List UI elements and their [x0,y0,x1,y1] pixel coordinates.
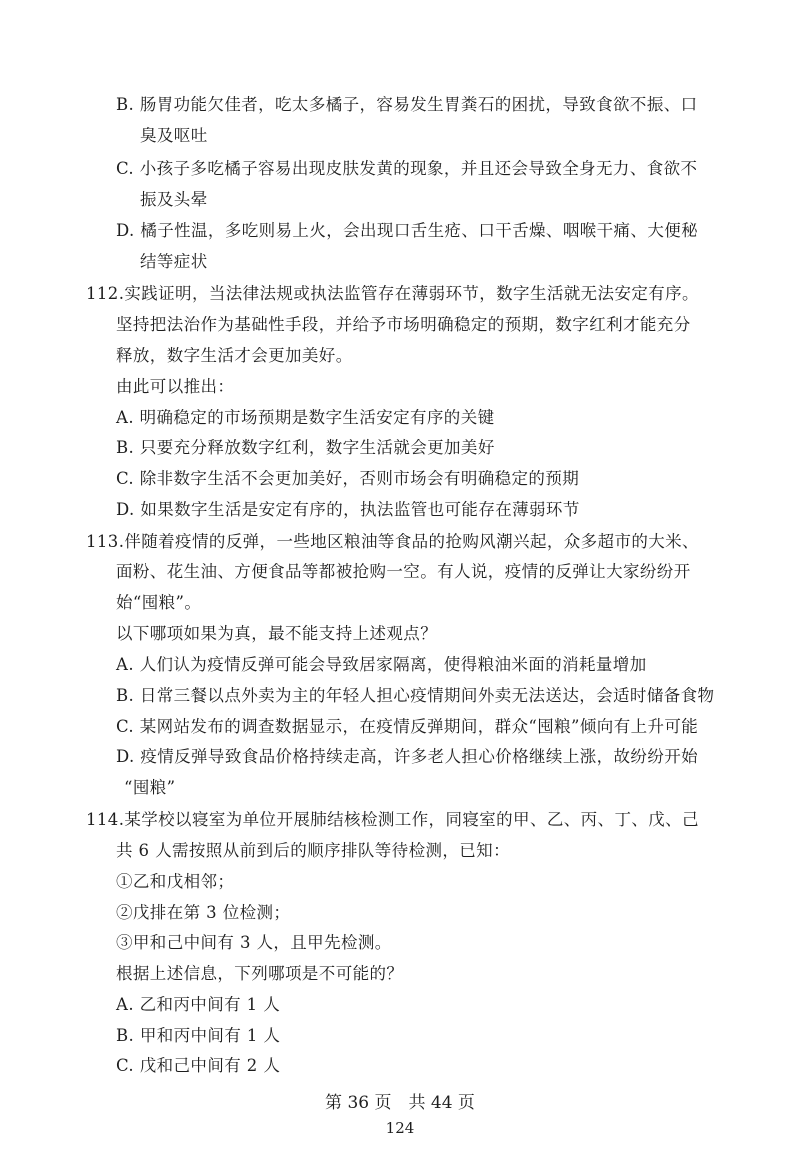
q114-option-c: C. 戊和己中间有 2 人 [116,1056,281,1075]
q111-option-b-line1: B. 肠胃功能欠佳者，吃太多橘子，容易发生胃粪石的困扰，导致食欲不振、口 [116,95,698,114]
q112-option-c: C. 除非数字生活不会更加美好，否则市场会有明确稳定的预期 [116,469,580,488]
q111-option-c-line1: C. 小孩子多吃橘子容易出现皮肤发黄的现象，并且还会导致全身无力、食欲不 [116,159,698,178]
q111-option-c-line2: 振及头晕 [140,190,208,209]
q112-stem-line2: 坚持把法治作为基础性手段，并给予市场明确稳定的预期，数字红利才能充分 [116,315,691,334]
q114-option-a: A. 乙和丙中间有 1 人 [116,995,281,1014]
page-number: 124 [385,1119,415,1137]
q112-option-a: A. 明确稳定的市场预期是数字生活安定有序的关键 [116,408,495,427]
q112-prompt: 由此可以推出： [116,377,235,396]
q113-option-c: C. 某网站发布的调查数据显示，在疫情反弹期间，群众“囤粮”倾向有上升可能 [116,717,699,736]
q113-option-d-line2: “囤粮” [124,778,176,797]
q114-option-b: B. 甲和丙中间有 1 人 [116,1026,281,1045]
q113-option-b: B. 日常三餐以点外卖为主的年轻人担心疫情期间外卖无法送达，会适时储备食物 [116,686,715,705]
q113-option-a: A. 人们认为疫情反弹可能会导致居家隔离，使得粮油米面的消耗量增加 [116,655,647,674]
q113-option-d-line1: D. 疫情反弹导致食品价格持续走高，许多老人担心价格继续上涨，故纷纷开始 [116,747,699,766]
q112-stem-line1: 112.实践证明，当法律法规或执法监管存在薄弱环节，数字生活就无法安定有序。 [86,284,699,303]
page-footer-label: 第 36 页 共 44 页 [325,1093,475,1113]
q114-condition-1: ①乙和戊相邻； [116,872,235,891]
q112-option-b: B. 只要充分释放数字红利，数字生活就会更加美好 [116,438,495,457]
q113-stem-line2: 面粉、花生油、方便食品等都被抢购一空。有人说，疫情的反弹让大家纷纷开 [116,562,691,581]
q114-condition-2: ②戊排在第 3 位检测； [116,903,291,922]
q112-stem-line3: 释放，数字生活才会更加美好。 [116,346,353,365]
q113-stem-line1: 113.伴随着疫情的反弹，一些地区粮油等食品的抢购风潮兴起，众多超市的大米、 [86,532,699,551]
q113-prompt: 以下哪项如果为真，最不能支持上述观点？ [116,624,438,643]
q112-option-d: D. 如果数字生活是安定有序的，执法监管也可能存在薄弱环节 [116,500,580,519]
q113-stem-line3: 始“囤粮”。 [116,593,202,612]
q111-option-d-line2: 结等症状 [140,252,208,271]
q114-condition-3: ③甲和己中间有 3 人，且甲先检测。 [116,933,392,952]
q114-prompt: 根据上述信息，下列哪项是不可能的？ [116,964,404,983]
q114-stem-line1: 114.某学校以寝室为单位开展肺结核检测工作，同寝室的甲、乙、丙、丁、戊、己 [86,810,699,829]
q111-option-b-line2: 臭及呕吐 [140,126,208,145]
q114-stem-line2: 共 6 人需按照从前到后的顺序排队等待检测，已知： [116,841,510,860]
q111-option-d-line1: D. 橘子性温，多吃则易上火，会出现口舌生疮、口干舌燥、咽喉干痛、大便秘 [116,221,699,240]
